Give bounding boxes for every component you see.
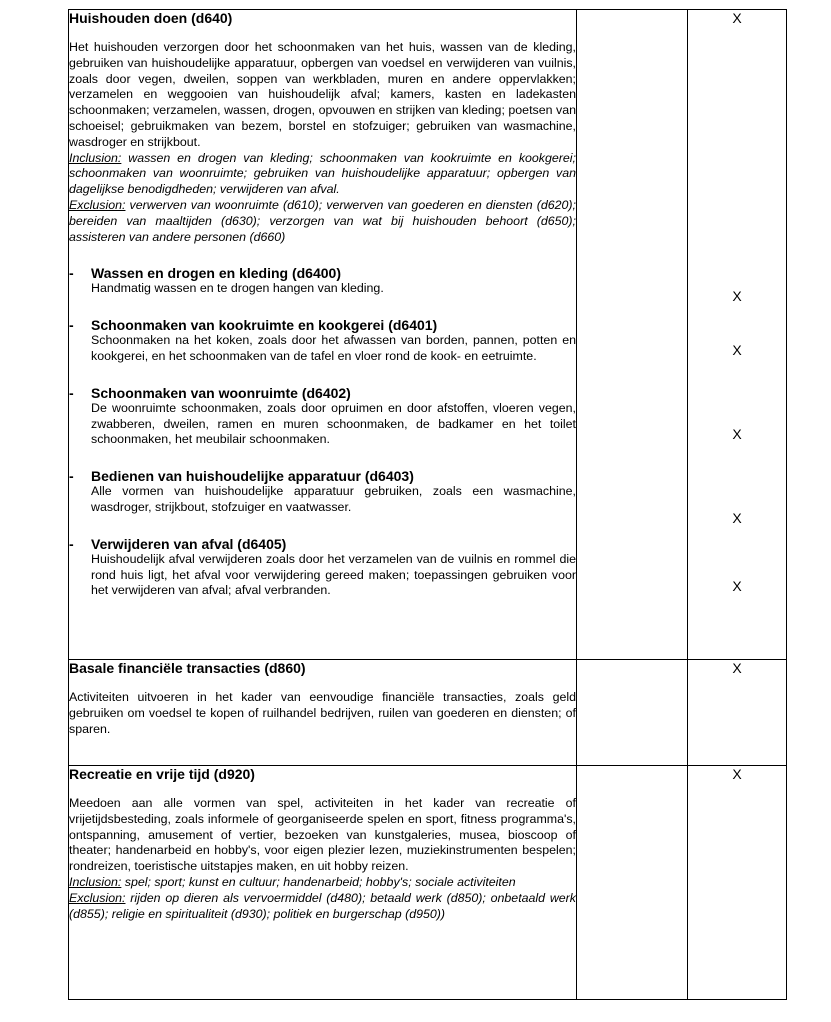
sub-item-d6401 [69, 317, 576, 365]
list-dash: - [69, 384, 74, 401]
sub-item-title: Schoonmaken van kookruimte en kookgerei (d6401) [91, 317, 438, 334]
sub-item-d6403 [69, 468, 576, 516]
table-row-d640 [69, 10, 787, 660]
sub-item-d6400 [69, 265, 576, 297]
inclusion-text: wassen en drogen van kleding; schoonmaken van kookruimte en kookgerei; schoonmaken van woonruimte; gebruiken van huishoudelijke apparatuur; opbergen van dagelijkse benodigdheden; verwijderen van afval. [69, 150, 576, 197]
check-mark-d6401: X [732, 342, 742, 358]
check-mark-d6405: X [732, 578, 742, 594]
row-title: Recreatie en vrije tijd (d920) [69, 766, 255, 782]
exclusion-block [69, 891, 576, 923]
sub-item-title: Bedienen van huishoudelijke apparatuur (d6403) [91, 468, 414, 485]
exclusion-label: Exclusion: [69, 197, 126, 212]
check-mark: X [732, 10, 742, 26]
check-mark: X [732, 766, 742, 782]
inclusion-block [69, 151, 576, 198]
check-mark-d6403: X [732, 510, 742, 526]
check-mark: X [732, 660, 742, 676]
row-description: Het huishouden verzorgen door het schoonmaken van het huis, wassen van de kleding, gebruiken van huishoudelijke apparatuur, opbergen van voedsel en verwijderen van vuilnis, zoals door vegen, dweilen, soppen van werkbladen, muren en andere oppervlakken; verzamelen en weggooien van huishoudelijk afval; kamers, kasten en ladekasten schoonmaken; verzamelen, wassen, drogen, opvouwen en strijken van kleding; poetsen van schoeisel; gebruikmaken van bezem, borstel en stofzuiger; gebruiken van wasmachine, wasdroger en strijkbout. [69, 40, 576, 149]
inclusion-label: Inclusion: [69, 874, 122, 889]
exclusion-block [69, 198, 576, 245]
exclusion-text: verwerven van woonruimte (d610); verwerven van goederen en diensten (d620); bereiden van maaltijden (d630); verzorgen van wat bij huishouden behoort (d650); assisteren van andere personen (d660) [69, 197, 576, 244]
sub-item-title: Schoonmaken van woonruimte (d6402) [91, 384, 351, 401]
row-description: Meedoen aan alle vormen van spel, activiteiten in het kader van recreatie of vrijetijdsbesteding, zoals informele of georganiseerde spelen en sport, fitness programma's, ontspanning, amusement of vertier, bezoeken van kunstgaleries, musea, bioscoop of theater; handenarbeid en hobby's, voor eigen plezier lezen, muziekinstrumenten bespelen; rondreizen, toeristische uitstapjes maken, en uit hobby reizen. [69, 796, 576, 874]
check-mark-d6400: X [732, 288, 742, 304]
sub-item-description: Huishoudelijk afval verwijderen zoals door het verzamelen van de vuilnis en rommel die rond huis ligt, het afval voor verwijdering gereed maken; toepassingen gebruiken voor het verwijderen van afval; afval verbranden. [91, 551, 576, 598]
sub-item-description: Schoonmaken na het koken, zoals door het afwassen van borden, pannen, potten en kookgerei, en het schoonmaken van de tafel en vloer rond de kook- en eetruimte. [91, 333, 576, 363]
row-title: Basale financiële transacties (d860) [69, 660, 306, 676]
exclusion-label: Exclusion: [69, 890, 126, 905]
row-title: Huishouden doen (d640) [69, 10, 233, 26]
list-dash: - [69, 317, 74, 334]
inclusion-block [69, 875, 576, 891]
inclusion-label: Inclusion: [69, 150, 122, 165]
mark-cell [688, 10, 787, 660]
list-dash: - [69, 468, 74, 485]
sub-item-title: Wassen en drogen en kleding (d6400) [91, 265, 341, 282]
sub-item-description: De woonruimte schoonmaken, zoals door opruimen en door afstoffen, vloeren vegen, zwabberen, dweilen, ramen en muren schoonmaken, de badkamer en het toilet schoonmaken, het meubilair schoonmaken. [91, 400, 576, 447]
inclusion-text: spel; sport; kunst en cultuur; handenarbeid; hobby's; sociale activiteiten [121, 874, 516, 889]
description-cell [69, 10, 577, 660]
activities-table [68, 9, 787, 1000]
mark-cell [688, 660, 787, 766]
sub-item-d6402 [69, 385, 576, 448]
mark-cell [688, 766, 787, 1000]
empty-cell [577, 766, 688, 1000]
list-dash: - [69, 265, 74, 282]
table-row-d860 [69, 660, 787, 766]
row-description: Activiteiten uitvoeren in het kader van eenvoudige financiële transacties, zoals geld gebruiken om voedsel te kopen of ruilhandel bedrijven, ruilen van goederen en diensten; of sparen. [69, 690, 576, 736]
description-cell [69, 660, 577, 766]
table-row-d920 [69, 766, 787, 1000]
list-dash: - [69, 535, 74, 552]
check-mark-d6402: X [732, 426, 742, 442]
empty-cell [577, 10, 688, 660]
empty-cell [577, 660, 688, 766]
sub-item-description: Alle vormen van huishoudelijke apparatuur gebruiken, zoals een wasmachine, wasdroger, strijkbout, stofzuiger en vaatwasser. [91, 484, 576, 514]
description-cell [69, 766, 577, 1000]
sub-item-d6405 [69, 536, 576, 599]
sub-item-description: Handmatig wassen en te drogen hangen van kleding. [91, 281, 384, 296]
sub-item-title: Verwijderen van afval (d6405) [91, 535, 287, 552]
exclusion-text: rijden op dieren als vervoermiddel (d480); betaald werk (d850); onbetaald werk (d855); religie en spiritualiteit (d930); politiek en burgerschap (d950)) [69, 890, 576, 921]
